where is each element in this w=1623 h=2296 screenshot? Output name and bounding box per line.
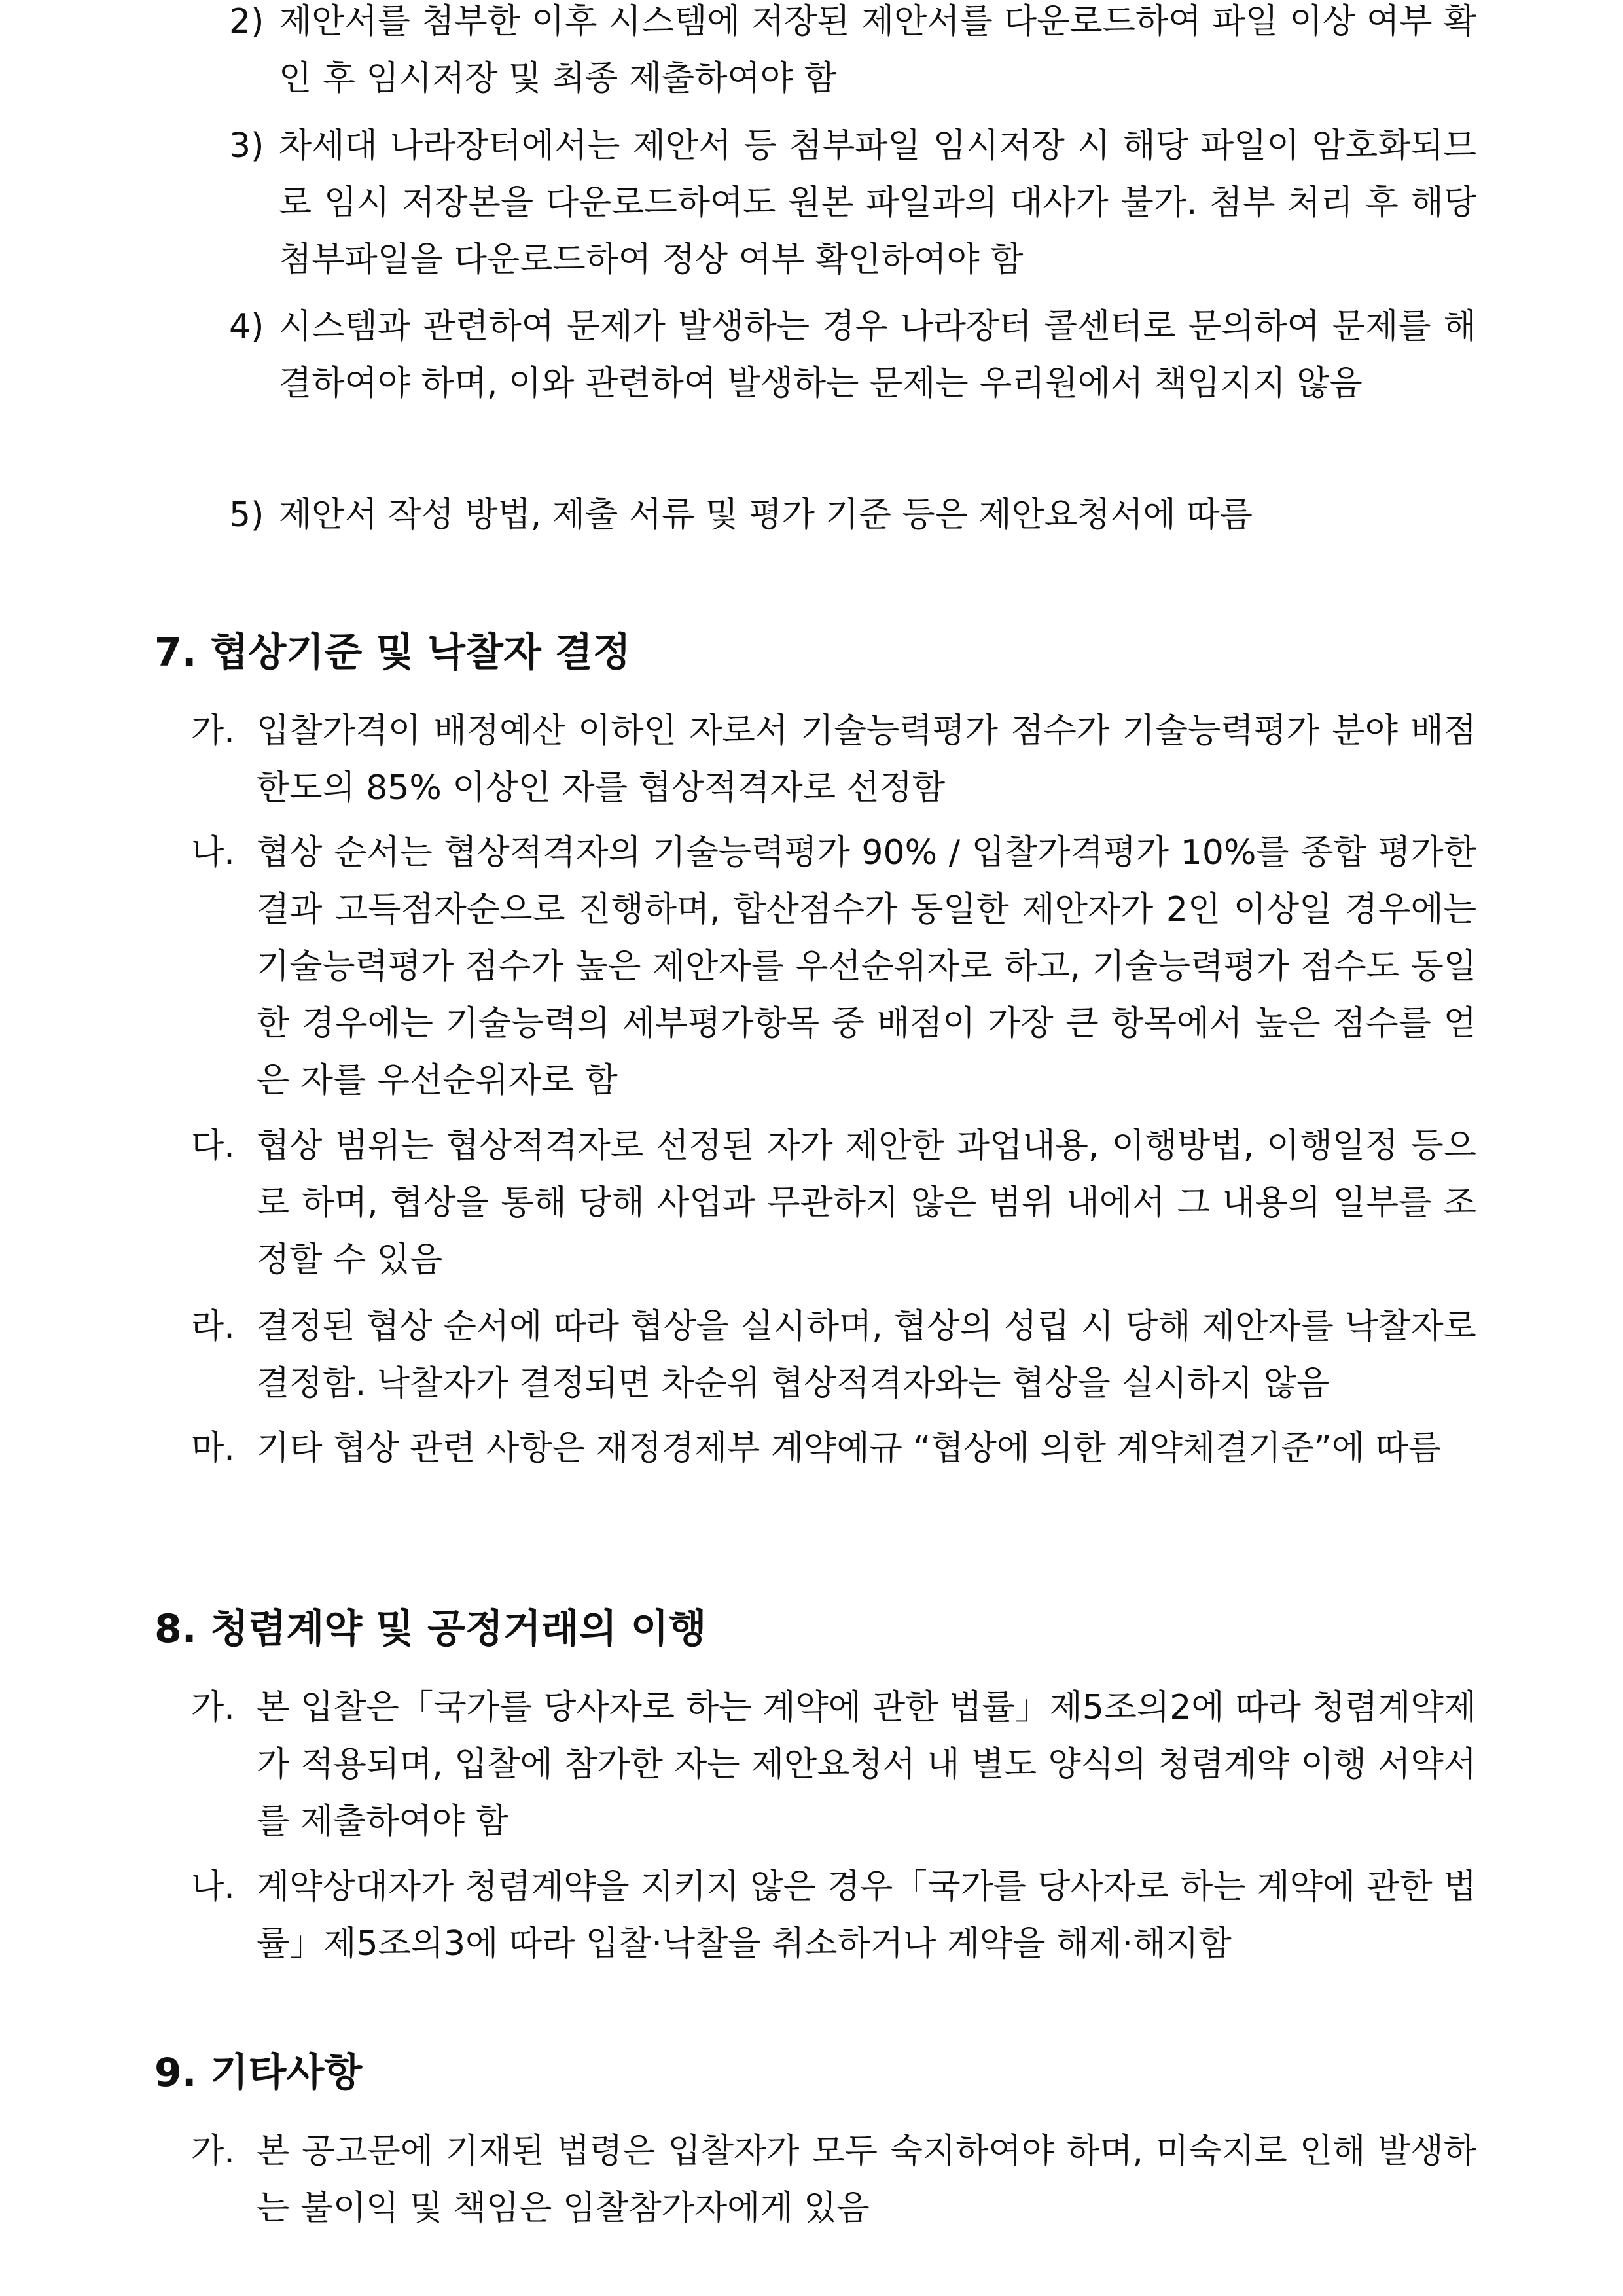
item-marker: 가. — [191, 711, 235, 751]
list-item — [191, 1859, 1476, 1973]
list-item — [229, 0, 1476, 107]
section-heading: 8. 청렴계약 및 공정거래의 이행 — [154, 1606, 707, 1652]
list-item — [191, 825, 1476, 1109]
list-item — [191, 1118, 1476, 1289]
list-item — [191, 1679, 1476, 1850]
list-item — [229, 487, 1476, 544]
item-text: 결정된 협상 순서에 따라 협상을 실시하며, 협상의 성립 시 당해 제안자를 낙찰자로 결정함. 낙찰자가 결정되면 차순위 협상적격자와는 협상을 실시하지 않음 — [257, 1307, 1476, 1403]
list-item — [191, 1299, 1476, 1412]
item-marker: 다. — [191, 1126, 235, 1166]
item-text: 제안서 작성 방법, 제출 서류 및 평가 기준 등은 제안요청서에 따름 — [279, 495, 1253, 535]
item-text: 협상 범위는 협상적격자로 선정된 자가 제안한 과업내용, 이행방법, 이행일정 등으로 하며, 협상을 통해 당해 사업과 무관하지 않은 범위 내에서 그 내용의 일부를 조정할 수 있음 — [257, 1126, 1476, 1280]
section-heading: 9. 기타사항 — [154, 2050, 363, 2096]
item-text: 시스템과 관련하여 문제가 발생하는 경우 나라장터 콜센터로 문의하여 문제를 해결하여야 하며, 이와 관련하여 발생하는 문제는 우리원에서 책임지지 않음 — [279, 307, 1476, 403]
item-marker: 가. — [191, 1688, 235, 1727]
section-heading: 7. 협상기준 및 낙찰자 결정 — [154, 630, 631, 675]
list-item — [191, 2123, 1476, 2237]
item-text: 입찰가격이 배정예산 이하인 자로서 기술능력평가 점수가 기술능력평가 분야 배점한도의 85% 이상인 자를 협상적격자로 선정함 — [257, 711, 1476, 808]
item-marker: 5) — [229, 495, 264, 535]
item-marker: 2) — [229, 2, 264, 41]
item-marker: 가. — [191, 2132, 235, 2171]
item-marker: 나. — [191, 1867, 235, 1907]
list-item — [191, 703, 1476, 817]
item-marker: 3) — [229, 126, 264, 166]
item-marker: 마. — [191, 1429, 235, 1468]
item-marker: 4) — [229, 307, 264, 346]
item-text: 차세대 나라장터에서는 제안서 등 첨부파일 임시저장 시 해당 파일이 암호화되므로 임시 저장본을 다운로드하여도 원본 파일과의 대사가 불가. 첨부 처리 후 해당 첨부파일을 다운로드하여 정상 여부 확인하여야 함 — [279, 126, 1476, 279]
item-text: 기타 협상 관련 사항은 재정경제부 계약예규 “협상에 의한 계약체결기준”에 따름 — [257, 1429, 1442, 1468]
list-item — [229, 298, 1476, 412]
item-text: 본 입찰은「국가를 당사자로 하는 계약에 관한 법률」제5조의2에 따라 청렴계약제가 적용되며, 입찰에 참가한 자는 제안요청서 내 별도 양식의 청렴계약 이행 서약서를 제출하여야 함 — [257, 1688, 1476, 1841]
item-marker: 라. — [191, 1307, 235, 1346]
item-text: 계약상대자가 청렴계약을 지키지 않은 경우「국가를 당사자로 하는 계약에 관한 법률」제5조의3에 따라 입찰·낙찰을 취소하거나 계약을 해제·해지함 — [257, 1867, 1476, 1964]
list-item — [191, 1420, 1476, 1477]
item-text: 협상 순서는 협상적격자의 기술능력평가 90% / 입찰가격평가 10%를 종합 평가한 결과 고득점자순으로 진행하며, 합산점수가 동일한 제안자가 2인 이상일 경우에는 기술능력평가 점수가 높은 제안자를 우선순위자로 하고, 기술능력평가 점수도 동일한 경우에는 기술능력의 세부평가항목 중 배점이 가장 큰 항목에서 높은 점수를 얻은 자를 우선순위자로 함 — [257, 833, 1476, 1100]
item-text: 제안서를 첨부한 이후 시스템에 저장된 제안서를 다운로드하여 파일 이상 여부 확인 후 임시저장 및 최종 제출하여야 함 — [279, 2, 1476, 98]
item-text: 본 공고문에 기재된 법령은 입찰자가 모두 숙지하여야 하며, 미숙지로 인해 발생하는 불이익 및 책임은 임찰참가자에게 있음 — [257, 2132, 1476, 2228]
list-item — [229, 118, 1476, 289]
item-marker: 나. — [191, 833, 235, 872]
